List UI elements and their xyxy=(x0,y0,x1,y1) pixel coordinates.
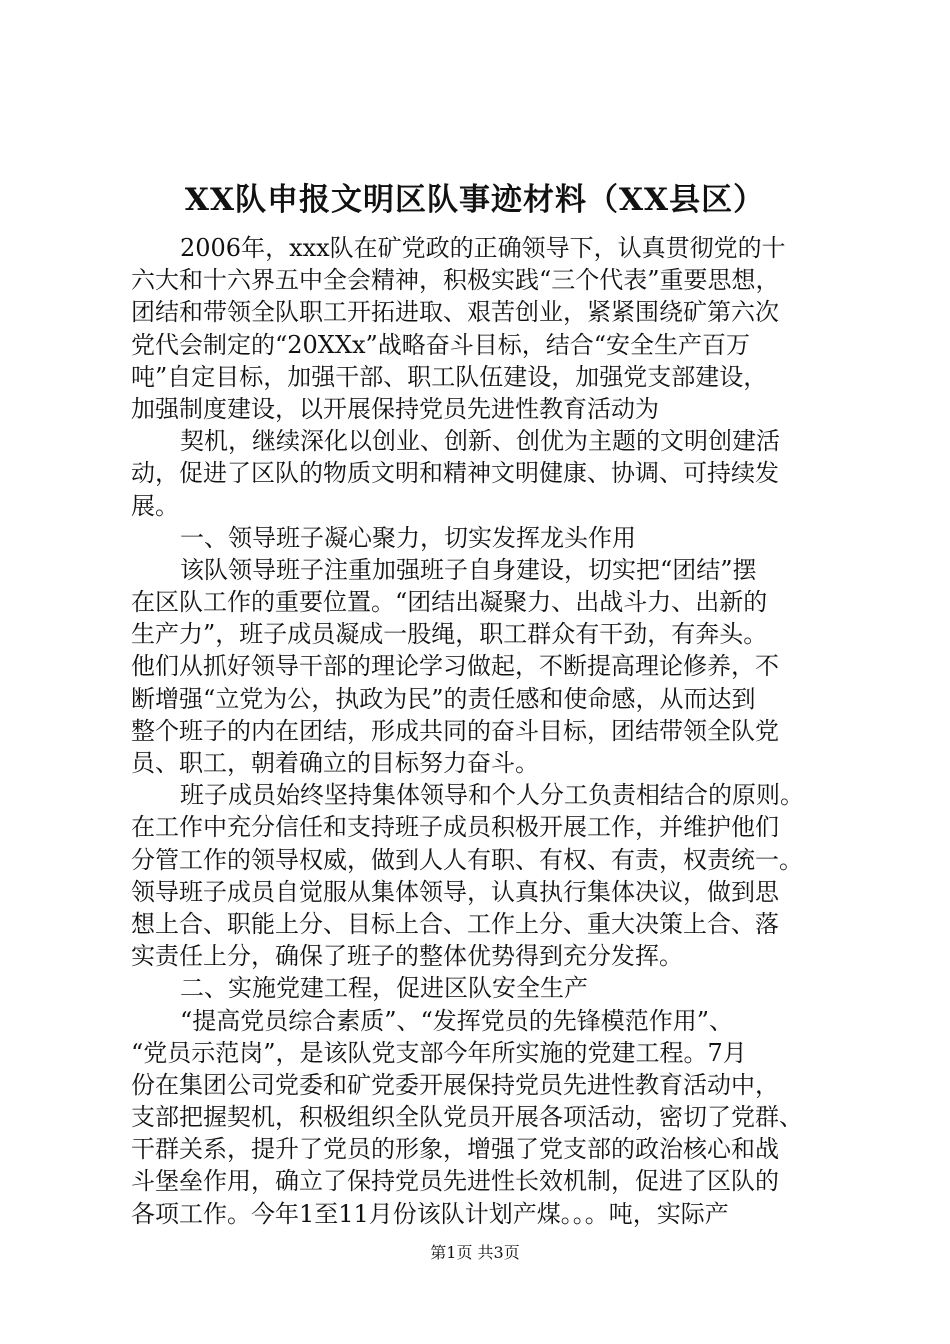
body-line: 六大和十六界五中全会精神，积极实践“三个代表”重要思想， xyxy=(131,266,780,295)
body-line: “党员示范岗”，是该队党支部今年所实施的党建工程。7月 xyxy=(131,1038,747,1067)
body-line: 2006年，xxx队在矿党政的正确领导下，认真贯彻党的十 xyxy=(180,234,786,262)
body-line: 分管工作的领导权威，做到人人有职、有权、有责，权责统一。 xyxy=(131,845,803,874)
body-line: 班子成员始终坚持集体领导和个人分工负责相结合的原则。 xyxy=(180,781,804,810)
body-line: 该队领导班子注重加强班子自身建设，切实把“团结”摆 xyxy=(180,555,757,584)
body-line: 在工作中充分信任和支持班子成员积极开展工作，并维护他们 xyxy=(131,813,779,842)
document-body xyxy=(131,232,831,1230)
body-line: 支部把握契机，积极组织全队党员开展各项活动，密切了党群、 xyxy=(131,1103,803,1132)
body-line: 在区队工作的重要位置。“团结出凝聚力、出战斗力、出新的 xyxy=(131,588,768,617)
body-line: 斗堡垒作用，确立了保持党员先进性长效机制，促进了区队的 xyxy=(131,1167,779,1196)
body-line: 领导班子成员自觉服从集体领导，认真执行集体决议，做到思 xyxy=(131,877,779,906)
body-line: 断增强“立党为公，执政为民”的责任感和使命感，从而达到 xyxy=(131,684,756,713)
body-line: 份在集团公司党委和矿党委开展保持党员先进性教育活动中， xyxy=(131,1070,779,1099)
body-line: 二、实施党建工程，促进区队安全生产 xyxy=(180,974,588,1003)
body-line: “提高党员综合素质”、“发挥党员的先锋模范作用”、 xyxy=(180,1006,734,1035)
body-line: 吨”自定目标，加强干部、职工队伍建设，加强党支部建设， xyxy=(131,362,768,391)
body-line: 加强制度建设，以开展保持党员先进性教育活动为 xyxy=(131,394,659,423)
body-line: 干群关系，提升了党员的形象，增强了党支部的政治核心和战 xyxy=(131,1135,779,1164)
body-line: 动，促进了区队的物质文明和精神文明健康、协调、可持续发 xyxy=(131,459,779,488)
body-line: 党代会制定的“20XXx”战略奋斗目标，结合“安全生产百万 xyxy=(131,330,751,359)
body-line: 员、职工，朝着确立的目标努力奋斗。 xyxy=(131,749,539,777)
body-line: 实责任上分，确保了班子的整体优势得到充分发挥。 xyxy=(131,942,683,971)
body-line: 展。 xyxy=(131,491,179,520)
document-title: XX队申报文明区队事迹材料（XX县区） xyxy=(184,182,766,218)
body-line: 生产力”，班子成员凝成一股绳，职工群众有干劲，有奔头。 xyxy=(131,620,768,649)
body-line: 契机，继续深化以创业、创新、创优为主题的文明创建活 xyxy=(180,427,780,456)
page-footer: 第1页 共3页 xyxy=(430,1243,520,1262)
body-line: 想上合、职能上分、目标上合、工作上分、重大决策上合、落 xyxy=(131,909,779,938)
body-line: 团结和带领全队职工开拓进取、艰苦创业，紧紧围绕矿第六次 xyxy=(131,298,779,327)
body-line: 他们从抓好领导干部的理论学习做起，不断提高理论修养，不 xyxy=(131,652,779,681)
body-line: 整个班子的内在团结，形成共同的奋斗目标，团结带领全队党 xyxy=(131,716,779,745)
body-line: 一、领导班子凝心聚力，切实发挥龙头作用 xyxy=(180,523,636,552)
body-line: 各项工作。今年1至11月份该队计划产煤。。。吨，实际产 xyxy=(131,1199,729,1228)
